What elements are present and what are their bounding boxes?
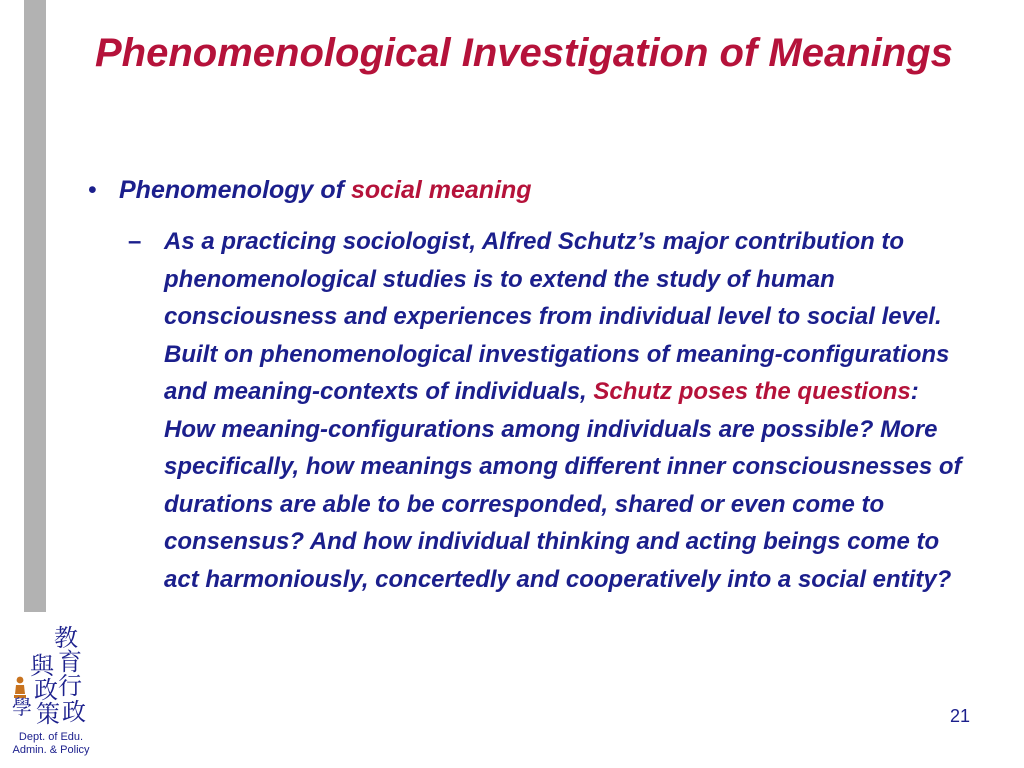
sub-bullet-text-part2: : How meaning-configurations among individuals are possible? More specifically, how meanings among different inner consciousnesses of durations are able to be corresponded, shared or even come to consensus? And how individual thinking and acting beings come to act harmoniously, concertedly and cooperatively into a social entity? bbox=[164, 378, 962, 593]
bullet-text-prefix: Phenomenology of bbox=[119, 176, 351, 204]
logo-char-8: 策 bbox=[36, 700, 60, 728]
logo-char-9: 政 bbox=[62, 698, 86, 726]
logo-caption bbox=[6, 731, 96, 757]
bullet-text bbox=[119, 172, 532, 208]
page-number: 21 bbox=[949, 706, 970, 726]
logo-char-4: 行 bbox=[58, 672, 82, 700]
logo-caption-line1: Dept. of Edu. bbox=[18, 731, 84, 743]
bullet-text-highlight: social meaning bbox=[350, 176, 532, 204]
sub-bullet-marker: – bbox=[128, 228, 142, 255]
slide-title: Phenomenological Investigation of Meanings bbox=[95, 31, 953, 75]
logo-char-3: 與 bbox=[30, 652, 54, 680]
side-decor-bar bbox=[24, 0, 46, 612]
logo-char-1: 教 bbox=[54, 624, 78, 652]
bullet-marker: • bbox=[88, 176, 97, 204]
logo-char-2: 育 bbox=[58, 648, 82, 676]
logo-caption-line2: Admin. & Policy bbox=[12, 744, 90, 756]
logo-char-7: 學 bbox=[12, 695, 32, 719]
department-logo bbox=[6, 622, 90, 758]
sub-bullet-text bbox=[164, 223, 964, 598]
logo-emblem-icon bbox=[10, 622, 90, 732]
sub-bullet-text-highlight: Schutz poses the questions bbox=[593, 378, 911, 405]
logo-char-5: 政 bbox=[34, 676, 58, 704]
sub-bullet-text-part1: As a practicing sociologist, Alfred Schutz’s major contribution to phenomenological studies is to extend the study of human consciousness and experiences from individual level to social level. Built on phenomenological investigations of meaning-configurations and meaning-contexts of individuals, bbox=[164, 228, 950, 405]
